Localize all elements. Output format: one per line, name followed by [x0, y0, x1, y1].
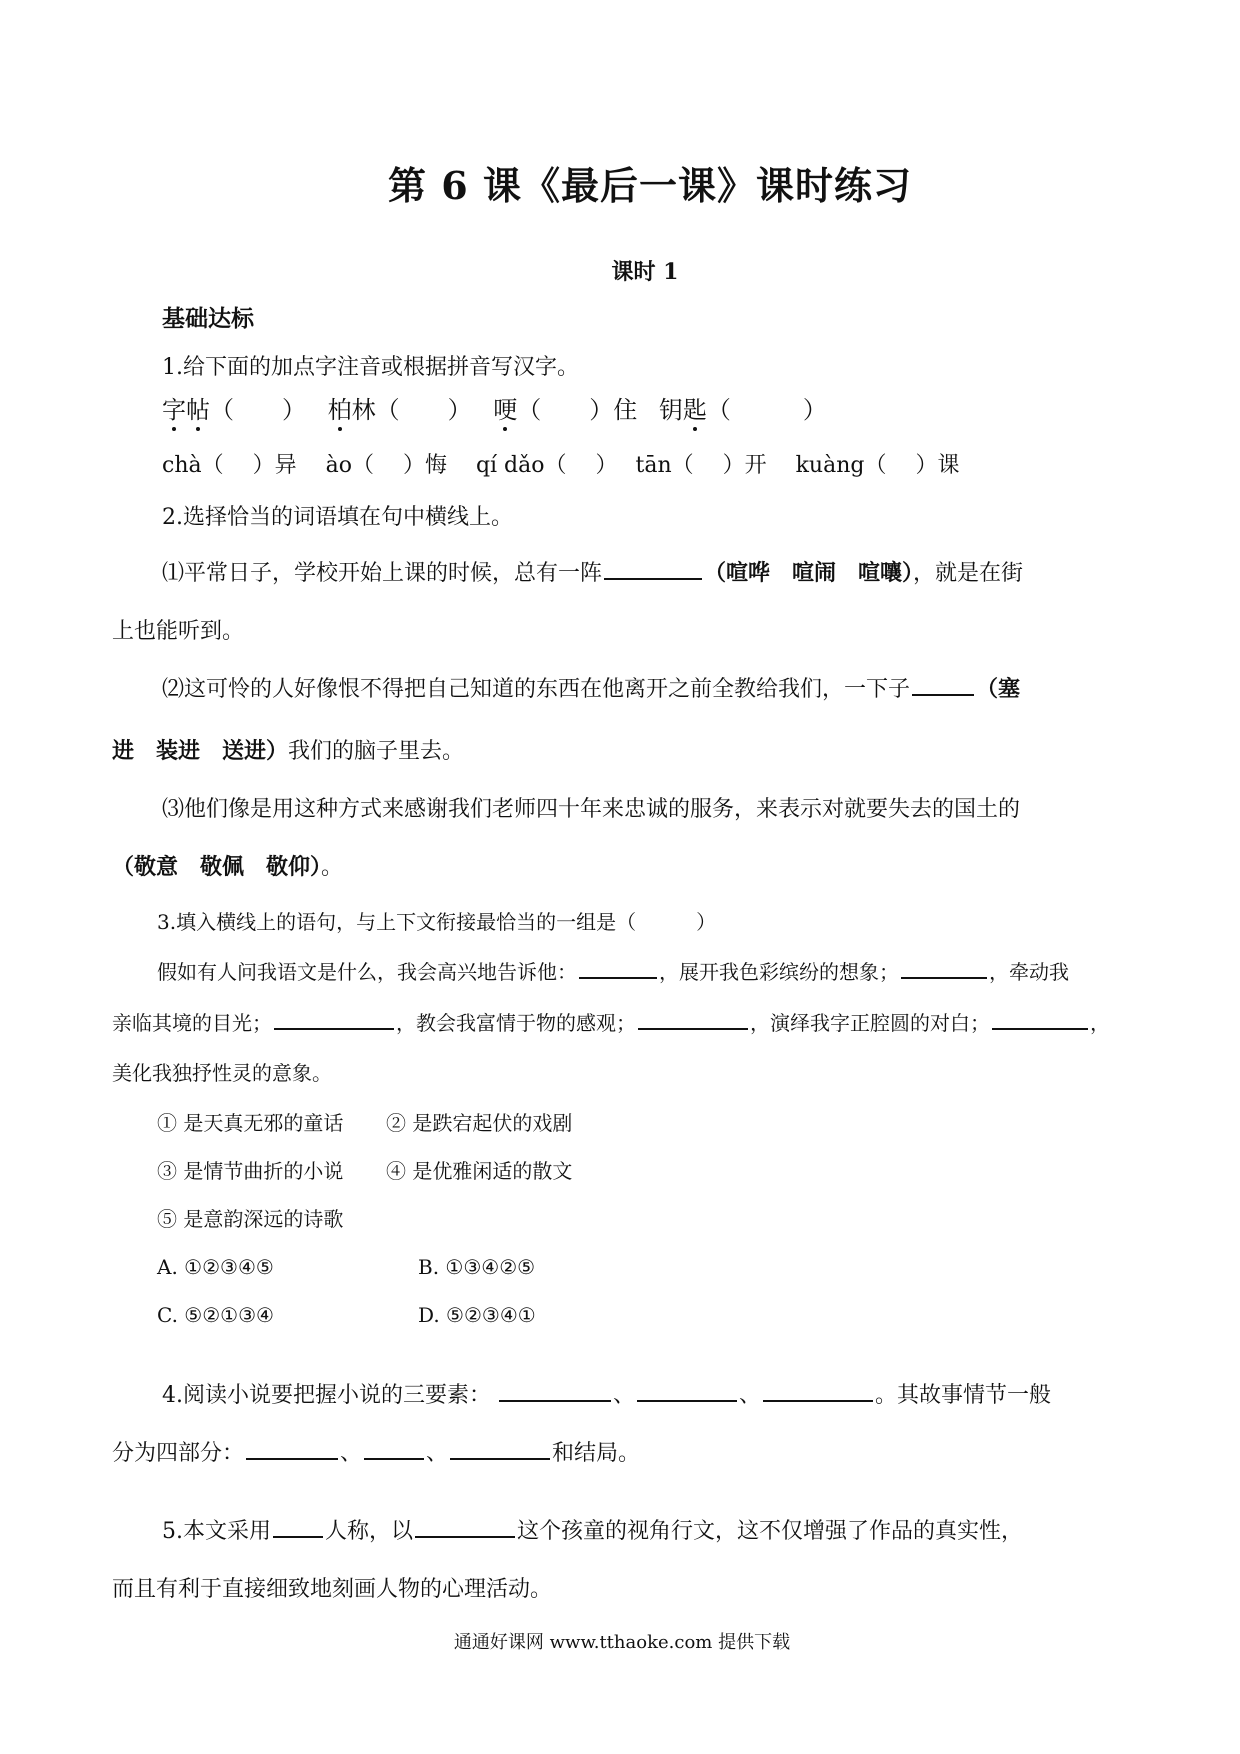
answer-blank [364, 1457, 424, 1460]
q1-char: 字 [162, 390, 186, 425]
q2-s1-cont: 上也能听到。 [112, 619, 245, 644]
q4-text: 4.阅读小说要把握小说的三要素： [162, 1383, 491, 1408]
q1-row2: chà（ ）异 ào（ ）悔 qí dǎo（ ） tān（ ）开 kuàng（ ）课 [162, 453, 960, 478]
q1-paren: （ ）住 [517, 396, 638, 424]
q2-s1-text: ⑴平常日子，学校开始上课的时候，总有一阵 [162, 561, 603, 586]
q4-sep: 、 [613, 1383, 636, 1408]
q2-s2-text: ⑵这可怜的人好像恨不得把自己知道的东西在他离开之前全教给我们，一下子 [162, 677, 911, 702]
q4-text: 。其故事情节一般 [875, 1383, 1052, 1408]
q3-option-3: ③ 是情节曲折的小说 [157, 1159, 344, 1183]
q3-choice-b: B. ①③④②⑤ [418, 1255, 536, 1279]
q4-sep: 、 [739, 1383, 762, 1408]
q3-option-2: ② 是跌宕起伏的戏剧 [386, 1111, 573, 1135]
q2-s3-tail: 。 [321, 855, 344, 880]
q3-option-5: ⑤ 是意韵深远的诗歌 [157, 1207, 344, 1231]
q1-char: 哽 [493, 390, 517, 425]
q4-line2 [112, 1436, 640, 1467]
q1-char: 匙 [683, 390, 707, 425]
answer-blank [604, 577, 702, 580]
answer-blank [274, 1027, 394, 1030]
q5-line1 [162, 1514, 1023, 1545]
q4-line1 [162, 1378, 1051, 1409]
q1-stem: 1.给下面的加点字注音或根据拼音写汉字。 [162, 355, 579, 380]
q3-text: 假如有人问我语文是什么，我会高兴地告诉他： [157, 960, 577, 984]
q3-text: ，展开我色彩缤纷的想象； [659, 960, 899, 984]
q2-s2-options: （塞 [976, 676, 1021, 702]
q5-text: 这个孩童的视角行文，这不仅增强了作品的真实性， [517, 1519, 1024, 1544]
q3-option-4: ④ 是优雅闲适的散文 [386, 1159, 573, 1183]
answer-blank [579, 976, 657, 979]
answer-blank [901, 976, 987, 979]
q2-s2-cont [112, 734, 464, 765]
q3-para-line3: 美化我独抒性灵的意象。 [112, 1061, 332, 1085]
q2-s1-options: （喧哗 喧闹 喧嚷） [704, 560, 914, 586]
q2-s3-options: （敬意 敬佩 敬仰） [112, 854, 322, 880]
q2-sentence-2 [162, 672, 1020, 703]
q3-text: ， [1090, 1011, 1110, 1035]
q5-line2: 而且有利于直接细致地刻画人物的心理活动。 [112, 1577, 553, 1602]
q3-para-line2 [112, 1007, 1110, 1036]
answer-blank [763, 1399, 873, 1402]
q2-s3-cont [112, 850, 343, 881]
q1-paren: （ ） [210, 396, 306, 424]
q2-s1-tail: ，就是在街 [913, 561, 1024, 586]
q3-stem: 3.填入横线上的语句，与上下文衔接最恰当的一组是（ ） [157, 910, 717, 934]
answer-blank [638, 1027, 748, 1030]
q3-para-line1 [157, 956, 1069, 985]
q3-text: 亲临其境的目光； [112, 1011, 272, 1035]
q3-text: ，牵动我 [989, 960, 1069, 984]
q3-choice-a: A. ①②③④⑤ [157, 1255, 274, 1279]
q2-sentence-1 [162, 556, 1023, 587]
q1-row1 [162, 390, 827, 425]
q3-text: ，教会我富情于物的感观； [396, 1011, 636, 1035]
footer: 通通好课网 www.tthaoke.com 提供下载 [453, 1632, 791, 1653]
q2-sentence-3: ⑶他们像是用这种方式来感谢我们老师四十年来忠诚的服务，来表示对就要失去的国土的 [162, 797, 1021, 822]
answer-blank [415, 1535, 515, 1538]
answer-blank [499, 1399, 611, 1402]
q3-choice-c: C. ⑤②①③④ [157, 1303, 274, 1327]
q1-char: 林 [351, 396, 376, 424]
q3-option-1: ① 是天真无邪的童话 [157, 1111, 344, 1135]
q1-paren: （ ） [375, 396, 472, 424]
q2-s2-tail: 我们的脑子里去。 [288, 739, 465, 764]
q1-char: 柏 [328, 390, 352, 425]
q1-char: 帖 [186, 390, 210, 425]
q4-text: 和结局。 [552, 1441, 641, 1466]
answer-blank [992, 1027, 1088, 1030]
answer-blank [450, 1457, 550, 1460]
q3-choice-d: D. ⑤②③④① [418, 1303, 536, 1327]
q1-char: 钥 [658, 396, 683, 424]
q4-text: 分为四部分： [112, 1441, 245, 1466]
answer-blank [912, 693, 974, 696]
lesson-subtitle: 课时 1 [611, 259, 679, 285]
answer-blank [273, 1535, 323, 1538]
q1-paren: （ ） [706, 396, 827, 424]
answer-blank [637, 1399, 737, 1402]
q4-sep: 、 [426, 1441, 449, 1466]
q5-text: 人称，以 [325, 1519, 414, 1544]
q5-text: 5.本文采用 [162, 1519, 271, 1544]
section-heading: 基础达标 [162, 305, 254, 332]
q4-sep: 、 [340, 1441, 363, 1466]
q2-s2-options: 进 装进 送进） [112, 738, 289, 764]
answer-blank [246, 1457, 338, 1460]
q2-stem: 2.选择恰当的词语填在句中横线上。 [162, 505, 513, 530]
q3-text: ，演绎我字正腔圆的对白； [750, 1011, 990, 1035]
page-title: 第 6 课《最后一课》课时练习 [388, 163, 912, 208]
